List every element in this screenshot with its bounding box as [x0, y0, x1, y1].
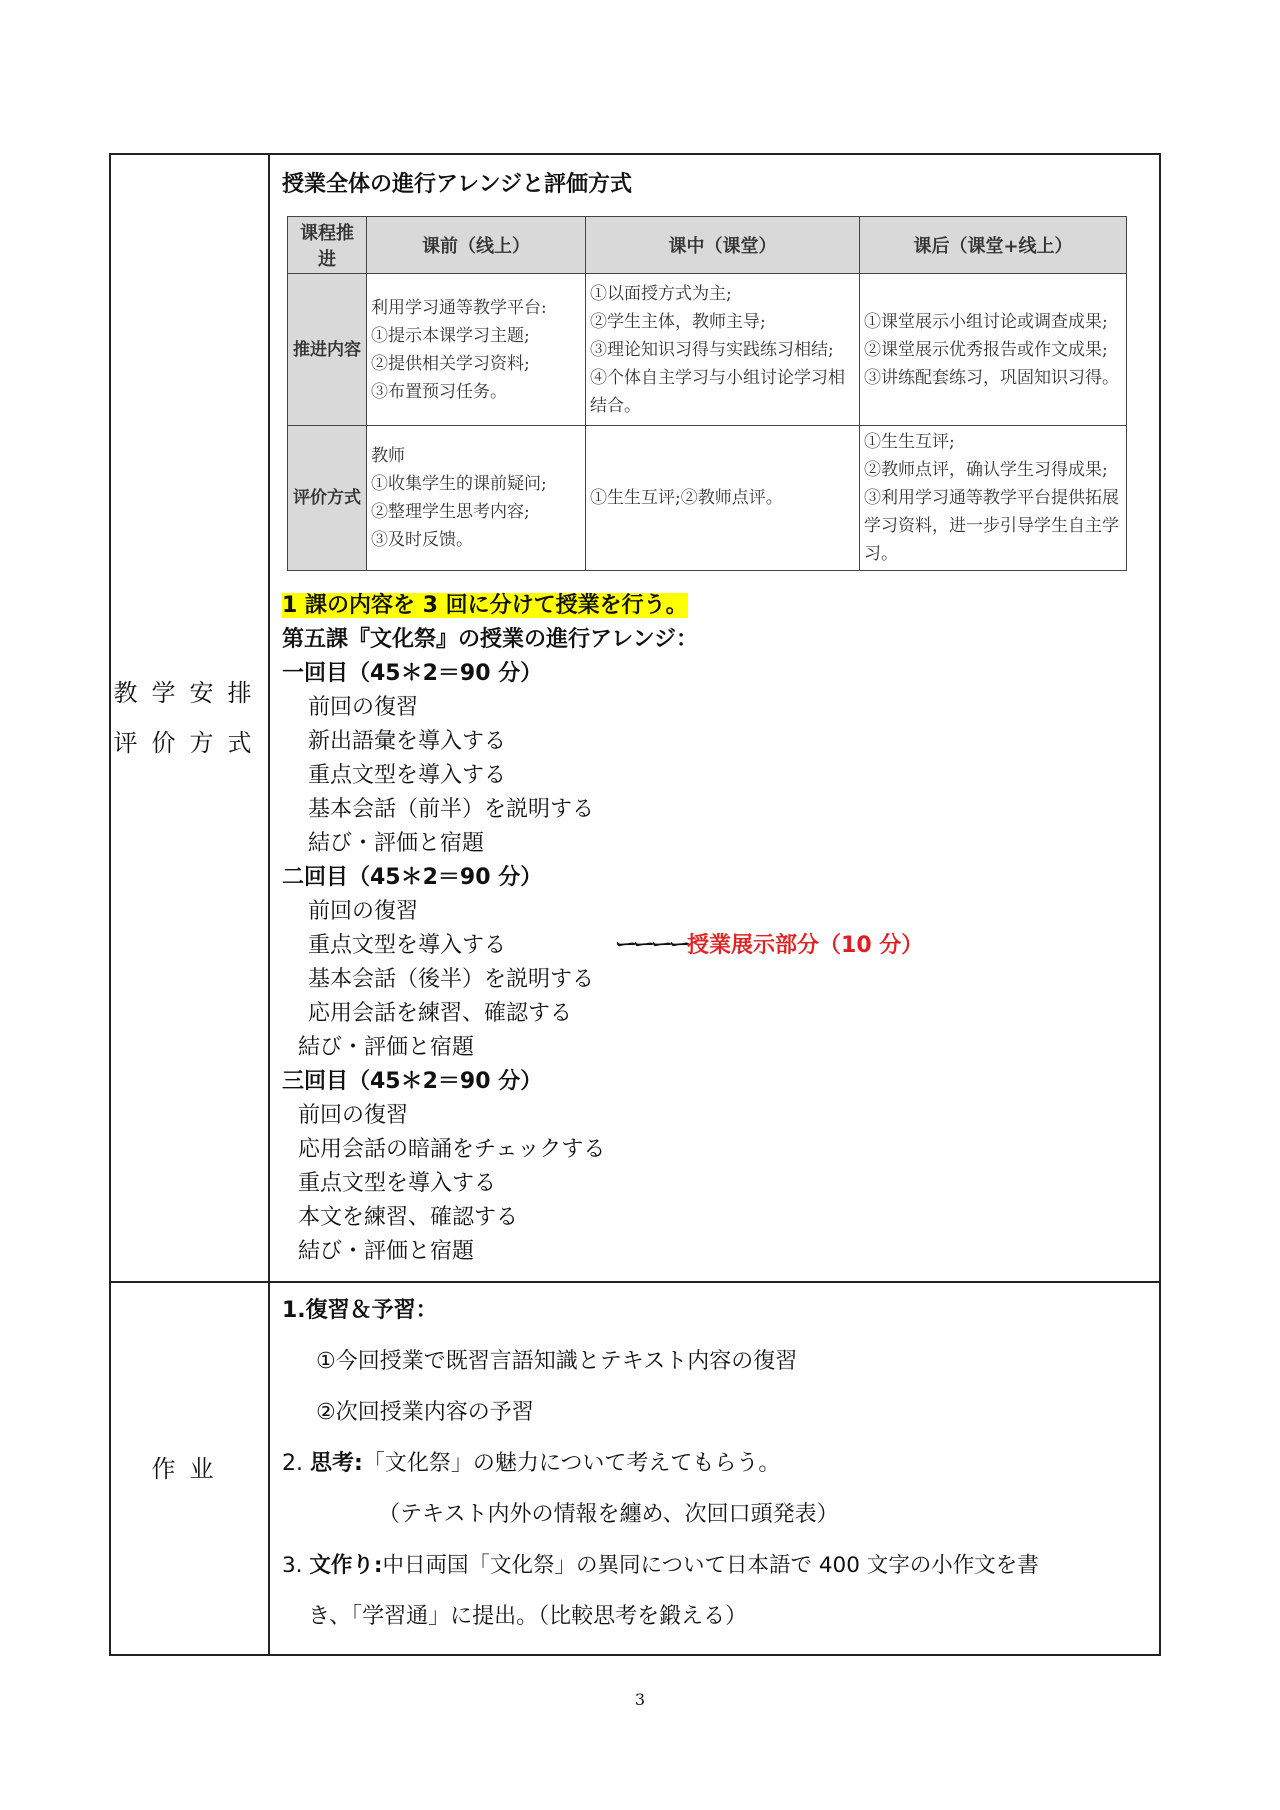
cell-line: ②提供相关学习资料;: [371, 353, 530, 374]
homework-item2-text: 「文化祭」の魅力について考えてもらう。: [362, 1451, 781, 1476]
plan-table: [109, 153, 1161, 1656]
session-3-item: 前回の復習: [298, 1103, 409, 1128]
eval-during-cell: [586, 426, 860, 571]
session-2-item: 前回の復習: [308, 899, 419, 924]
cell-line: ②教师点评，确认学生习得成果;: [864, 460, 1108, 480]
homework-item3-num: 3.: [282, 1553, 303, 1578]
cell-line: ②学生主体，教师主导;: [590, 311, 766, 332]
session-2-title: 二回目（45＊2＝90 分）: [282, 865, 543, 890]
header-after: 课后（课堂+线上）: [860, 217, 1127, 274]
homework-content-cell: [269, 1282, 1160, 1655]
homework-item3-text: 中日両国「文化祭」の異同について日本語で 400 文字の小作文を書: [382, 1553, 1039, 1578]
session-2-item: 結び・評価と宿題: [298, 1035, 475, 1060]
session-2-item: 応用会話を練習、確認する: [308, 1001, 573, 1026]
cell-line: 教师: [371, 446, 405, 466]
content-during-cell: [586, 274, 860, 426]
cell-line: 利用学习通等教学平台:: [371, 297, 547, 318]
teaching-label-cell: [110, 154, 269, 1282]
session-1-item: 重点文型を導入する: [308, 763, 507, 788]
session-3-item: 本文を練習、確認する: [298, 1205, 519, 1230]
cell-line: ①提示本课学习主题;: [371, 325, 530, 346]
cell-line: ③讲练配套练习，巩固知识习得。: [864, 367, 1119, 388]
cell-line: ③及时反馈。: [371, 530, 473, 550]
section-title: 授業全体の進行アレンジと評価方式: [282, 172, 633, 197]
teaching-label-line1: 教学安排: [113, 679, 266, 707]
session-1-item: 基本会話（前半）を説明する: [308, 797, 595, 822]
eval-before-cell: [367, 426, 586, 571]
header-during: 课中（课堂）: [586, 217, 860, 274]
session-3-title: 三回目（45＊2＝90 分）: [282, 1069, 543, 1094]
homework-label-cell: [110, 1282, 269, 1655]
highlight-line: 1 課の内容を 3 回に分けて授業を行う。: [282, 593, 688, 618]
cell-line: ①生生互评;②教师点评。: [590, 488, 783, 508]
page-number: 3: [634, 1690, 646, 1709]
demo-dashes: ーーーー: [615, 933, 688, 958]
homework-label: 作业: [151, 1454, 228, 1483]
demo-note: 授業展示部分（10 分）: [687, 933, 924, 958]
session-1-title: 一回目（45＊2＝90 分）: [282, 661, 543, 686]
evaluation-table: [287, 216, 1127, 571]
eval-after-cell: [860, 426, 1127, 571]
homework-item1-title: 1.復習＆予習：: [282, 1298, 438, 1323]
demo-marker: [615, 929, 923, 963]
header-before: 课前（线上）: [367, 217, 586, 274]
cell-line: ③布置预习任务。: [371, 381, 507, 402]
homework-item2-label: 思考:: [310, 1451, 363, 1476]
session-1-item: 結び・評価と宿題: [308, 831, 485, 856]
homework-item3-label: 文作り:: [309, 1553, 383, 1578]
cell-line: ④个体自主学习与小组讨论学习相结合。: [590, 367, 845, 416]
teaching-content-cell: [269, 154, 1160, 1282]
content-before-cell: [367, 274, 586, 426]
teaching-label-line2: 评价方式: [113, 729, 266, 757]
session-1-item: 新出語彙を導入する: [308, 729, 507, 754]
cell-line: ①生生互评;: [864, 432, 955, 452]
cell-line: ③理论知识习得与实践练习相结;: [590, 339, 834, 360]
cell-line: ②课堂展示优秀报告或作文成果;: [864, 339, 1108, 360]
cell-line: ①收集学生的课前疑问;: [371, 474, 547, 494]
session-2-item: 基本会話（後半）を説明する: [308, 967, 595, 992]
homework-item2: [282, 1438, 1149, 1489]
cell-line: ①以面授方式为主;: [590, 283, 732, 304]
cell-line: ②整理学生思考内容;: [371, 502, 530, 522]
row-header-content: 推进内容: [288, 274, 367, 426]
session-2-item: 重点文型を導入する: [308, 933, 507, 958]
session-3-item: 重点文型を導入する: [298, 1171, 497, 1196]
homework-item2-num: 2.: [282, 1451, 303, 1476]
homework-item1-sub: ②次回授業内容の予習: [316, 1400, 534, 1425]
session-3-item: 応用会話の暗誦をチェックする: [298, 1137, 606, 1162]
homework-item1-sub: ①今回授業で既習言語知識とテキスト内容の復習: [316, 1349, 798, 1374]
row-header-evaluation: 评价方式: [288, 426, 367, 571]
cell-line: ①课堂展示小组讨论或调查成果;: [864, 311, 1108, 332]
homework-item2-sub: （テキスト内外の情報を纏め、次回口頭発表）: [378, 1502, 839, 1527]
homework-item3: [282, 1540, 1149, 1591]
header-stage: 课程推进: [288, 217, 367, 274]
lesson-title: 第五課『文化祭』の授業の進行アレンジ：: [282, 627, 699, 652]
cell-line: ③利用学习通等教学平台提供拓展学习资料，进一步引导学生自主学习。: [864, 488, 1119, 564]
session-2-demo-row: [282, 929, 1149, 963]
session-3-item: 結び・評価と宿題: [298, 1239, 475, 1264]
homework-item3-cont: き、「学習通」に提出。（比較思考を鍛える）: [308, 1604, 748, 1629]
content-after-cell: [860, 274, 1127, 426]
session-1-item: 前回の復習: [308, 695, 419, 720]
